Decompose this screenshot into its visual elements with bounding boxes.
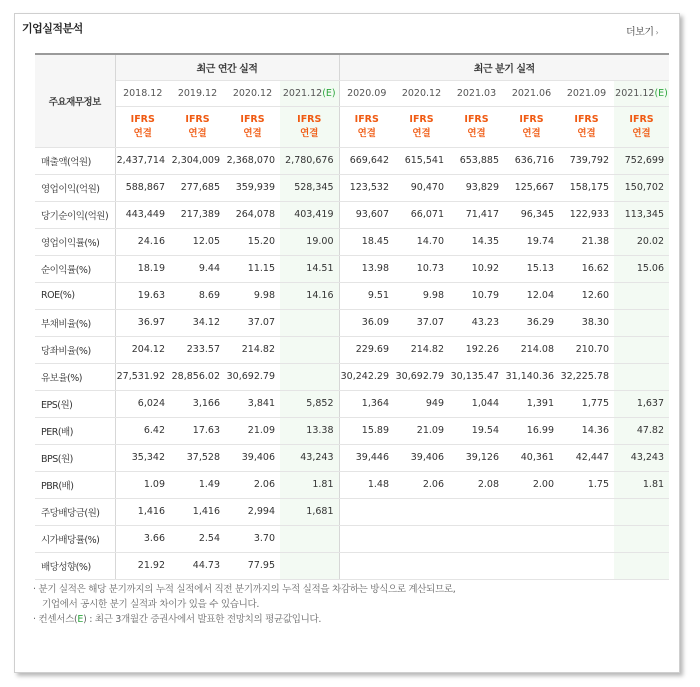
row-label: 순이익률(%) bbox=[35, 255, 115, 282]
table-cell: 1,416 bbox=[115, 498, 170, 525]
table-cell bbox=[280, 309, 339, 336]
ifrs-label: IFRS bbox=[240, 113, 265, 125]
table-cell: 32,225.78 bbox=[559, 363, 614, 390]
row-label: PER(배) bbox=[35, 417, 115, 444]
table-cell: 264,078 bbox=[225, 201, 280, 228]
table-cell: 123,532 bbox=[339, 174, 394, 201]
consolidated-label: 연결 bbox=[300, 127, 319, 139]
quarter-group-header: 최근 분기 실적 bbox=[339, 54, 669, 80]
table-cell: 77.95 bbox=[225, 552, 280, 579]
financial-table bbox=[35, 53, 669, 580]
table-cell bbox=[559, 498, 614, 525]
table-cell: 21.92 bbox=[115, 552, 170, 579]
table-cell: 125,667 bbox=[504, 174, 559, 201]
table-cell: 359,939 bbox=[225, 174, 280, 201]
period-label: 2021.09 bbox=[566, 87, 607, 99]
table-cell: 669,642 bbox=[339, 147, 394, 174]
ifrs-label: IFRS bbox=[409, 113, 434, 125]
ifrs-header bbox=[225, 106, 280, 147]
footnote-2-mark: E bbox=[77, 614, 84, 625]
ifrs-header bbox=[559, 106, 614, 147]
table-cell: 122,933 bbox=[559, 201, 614, 228]
table-cell: 20.02 bbox=[614, 228, 669, 255]
period-label: 2020.12 bbox=[401, 87, 442, 99]
table-cell: 1.09 bbox=[115, 471, 170, 498]
table-cell: 44.73 bbox=[170, 552, 225, 579]
table-cell: 14.70 bbox=[394, 228, 449, 255]
table-cell bbox=[339, 525, 394, 552]
footnote-1-cont-text: 기업에서 공시한 분기 실적과 차이가 있을 수 있습니다. bbox=[42, 599, 260, 610]
consolidated-label: 연결 bbox=[188, 127, 207, 139]
table-cell: 2.06 bbox=[394, 471, 449, 498]
table-cell: 113,345 bbox=[614, 201, 669, 228]
table-row bbox=[35, 174, 669, 201]
table-cell: 8.69 bbox=[170, 282, 225, 309]
table-cell: 12.60 bbox=[559, 282, 614, 309]
table-cell bbox=[449, 525, 504, 552]
table-cell: 2.06 bbox=[225, 471, 280, 498]
table-cell: 14.35 bbox=[449, 228, 504, 255]
ifrs-label: IFRS bbox=[130, 113, 155, 125]
table-cell: 35,342 bbox=[115, 444, 170, 471]
table-cell: 37,528 bbox=[170, 444, 225, 471]
ifrs-header bbox=[170, 106, 225, 147]
row-label: 유보율(%) bbox=[35, 363, 115, 390]
row-label: 영업이익률(%) bbox=[35, 228, 115, 255]
table-cell bbox=[394, 525, 449, 552]
ifrs-header bbox=[394, 106, 449, 147]
table-cell: 229.69 bbox=[339, 336, 394, 363]
table-row bbox=[35, 471, 669, 498]
table-cell: 42,447 bbox=[559, 444, 614, 471]
table-cell: 21.09 bbox=[394, 417, 449, 444]
table-cell bbox=[280, 363, 339, 390]
table-row bbox=[35, 309, 669, 336]
table-cell: 15.89 bbox=[339, 417, 394, 444]
table-cell: 19.54 bbox=[449, 417, 504, 444]
table-cell: 28,856.02 bbox=[170, 363, 225, 390]
footnote-2-suffix: ) : 최근 3개월간 증권사에서 발표한 전망치의 평균값입니다. bbox=[83, 614, 322, 625]
table-cell: 217,389 bbox=[170, 201, 225, 228]
ifrs-label: IFRS bbox=[464, 113, 489, 125]
table-cell: 31,140.36 bbox=[504, 363, 559, 390]
table-cell: 1,391 bbox=[504, 390, 559, 417]
period-label: 2020.12 bbox=[232, 87, 273, 99]
row-label: 배당성향(%) bbox=[35, 552, 115, 579]
table-cell: 1,637 bbox=[614, 390, 669, 417]
row-label: 부채비율(%) bbox=[35, 309, 115, 336]
table-cell: 43.23 bbox=[449, 309, 504, 336]
period-label: 2021.12 bbox=[282, 87, 323, 99]
table-cell: 1,416 bbox=[170, 498, 225, 525]
table-cell: 588,867 bbox=[115, 174, 170, 201]
table-cell: 43,243 bbox=[280, 444, 339, 471]
ifrs-label: IFRS bbox=[354, 113, 379, 125]
period-header bbox=[280, 80, 339, 106]
row-label: 당기순이익(억원) bbox=[35, 201, 115, 228]
table-cell: 277,685 bbox=[170, 174, 225, 201]
ifrs-label: IFRS bbox=[519, 113, 544, 125]
table-cell bbox=[280, 525, 339, 552]
period-header bbox=[394, 80, 449, 106]
period-header bbox=[559, 80, 614, 106]
table-cell: 18.45 bbox=[339, 228, 394, 255]
table-cell: 1,681 bbox=[280, 498, 339, 525]
table-cell: 9.44 bbox=[170, 255, 225, 282]
table-cell bbox=[394, 498, 449, 525]
table-cell: 21.09 bbox=[225, 417, 280, 444]
period-header bbox=[339, 80, 394, 106]
table-cell: 150,702 bbox=[614, 174, 669, 201]
more-link[interactable] bbox=[626, 23, 658, 38]
table-cell: 16.99 bbox=[504, 417, 559, 444]
row-header-label: 주요재무정보 bbox=[35, 54, 115, 147]
table-cell bbox=[339, 552, 394, 579]
table-cell: 3,841 bbox=[225, 390, 280, 417]
table-cell: 2.08 bbox=[449, 471, 504, 498]
table-row bbox=[35, 363, 669, 390]
consolidated-label: 연결 bbox=[632, 127, 651, 139]
table-cell: 71,417 bbox=[449, 201, 504, 228]
table-cell: 1.81 bbox=[614, 471, 669, 498]
table-cell bbox=[504, 498, 559, 525]
consolidated-label: 연결 bbox=[577, 127, 596, 139]
table-cell: 47.82 bbox=[614, 417, 669, 444]
table-cell: 1,775 bbox=[559, 390, 614, 417]
table-cell: 1.48 bbox=[339, 471, 394, 498]
table-cell bbox=[614, 525, 669, 552]
table-cell: 1,364 bbox=[339, 390, 394, 417]
table-cell: 12.04 bbox=[504, 282, 559, 309]
row-label: EPS(원) bbox=[35, 390, 115, 417]
table-cell: 17.63 bbox=[170, 417, 225, 444]
table-cell: 636,716 bbox=[504, 147, 559, 174]
table-cell: 34.12 bbox=[170, 309, 225, 336]
table-cell bbox=[504, 525, 559, 552]
table-cell: 15.13 bbox=[504, 255, 559, 282]
footnotes bbox=[33, 582, 663, 627]
table-cell: 10.79 bbox=[449, 282, 504, 309]
table-cell: 93,829 bbox=[449, 174, 504, 201]
period-header bbox=[115, 80, 170, 106]
ifrs-header bbox=[339, 106, 394, 147]
table-cell: 30,242.29 bbox=[339, 363, 394, 390]
table-cell: 93,607 bbox=[339, 201, 394, 228]
period-label: 2021.03 bbox=[456, 87, 497, 99]
table-cell: 96,345 bbox=[504, 201, 559, 228]
table-cell: 443,449 bbox=[115, 201, 170, 228]
table-cell: 210.70 bbox=[559, 336, 614, 363]
table-row bbox=[35, 525, 669, 552]
row-label: 당좌비율(%) bbox=[35, 336, 115, 363]
footnote-2: · 컨센서스(E) : 최근 3개월간 증권사에서 발표한 전망치의 평균값입니다. bbox=[33, 614, 322, 625]
ifrs-header bbox=[280, 106, 339, 147]
table-cell: 38.30 bbox=[559, 309, 614, 336]
table-cell: 214.82 bbox=[225, 336, 280, 363]
table-cell: 6,024 bbox=[115, 390, 170, 417]
table-cell: 2.54 bbox=[170, 525, 225, 552]
period-label: 2018.12 bbox=[123, 87, 163, 99]
table-row bbox=[35, 255, 669, 282]
more-link-label: 더보기 bbox=[626, 27, 654, 38]
financial-table-body bbox=[35, 147, 669, 579]
table-cell bbox=[504, 552, 559, 579]
table-cell: 36.09 bbox=[339, 309, 394, 336]
ifrs-header bbox=[449, 106, 504, 147]
consolidated-label: 연결 bbox=[357, 127, 376, 139]
table-cell: 10.73 bbox=[394, 255, 449, 282]
estimate-mark: (E) bbox=[654, 87, 668, 99]
footnote-2-prefix: 컨센서스( bbox=[38, 614, 78, 625]
table-cell: 18.19 bbox=[115, 255, 170, 282]
table-cell: 39,126 bbox=[449, 444, 504, 471]
table-cell: 27,531.92 bbox=[115, 363, 170, 390]
table-cell: 214.08 bbox=[504, 336, 559, 363]
table-cell bbox=[339, 498, 394, 525]
ifrs-label: IFRS bbox=[185, 113, 210, 125]
table-cell: 3.66 bbox=[115, 525, 170, 552]
table-cell bbox=[559, 525, 614, 552]
table-cell: 9.51 bbox=[339, 282, 394, 309]
footnote-1: · 분기 실적은 해당 분기까지의 누적 실적에서 직전 분기까지의 누적 실적을 차감하는 방식으로 계산되므로, bbox=[33, 584, 456, 595]
period-header bbox=[225, 80, 280, 106]
table-cell: 2,368,070 bbox=[225, 147, 280, 174]
chevron-right-icon: › bbox=[655, 28, 659, 37]
period-header bbox=[449, 80, 504, 106]
table-cell: 3.70 bbox=[225, 525, 280, 552]
table-cell bbox=[449, 498, 504, 525]
table-cell: 14.36 bbox=[559, 417, 614, 444]
table-cell: 6.42 bbox=[115, 417, 170, 444]
table-cell bbox=[449, 552, 504, 579]
table-cell: 14.16 bbox=[280, 282, 339, 309]
table-cell: 204.12 bbox=[115, 336, 170, 363]
consolidated-label: 연결 bbox=[243, 127, 262, 139]
table-cell: 11.15 bbox=[225, 255, 280, 282]
table-cell: 36.29 bbox=[504, 309, 559, 336]
table-cell: 233.57 bbox=[170, 336, 225, 363]
table-cell bbox=[394, 552, 449, 579]
ifrs-label: IFRS bbox=[629, 113, 654, 125]
consolidated-label: 연결 bbox=[522, 127, 541, 139]
ifrs-header bbox=[115, 106, 170, 147]
table-cell bbox=[614, 363, 669, 390]
period-header-row bbox=[35, 80, 669, 106]
table-cell: 949 bbox=[394, 390, 449, 417]
table-cell: 39,406 bbox=[394, 444, 449, 471]
ifrs-label: IFRS bbox=[297, 113, 322, 125]
table-cell: 13.98 bbox=[339, 255, 394, 282]
table-cell: 653,885 bbox=[449, 147, 504, 174]
table-cell: 403,419 bbox=[280, 201, 339, 228]
ifrs-label: IFRS bbox=[574, 113, 599, 125]
table-cell bbox=[280, 552, 339, 579]
table-cell: 2,994 bbox=[225, 498, 280, 525]
table-cell: 37.07 bbox=[394, 309, 449, 336]
table-row bbox=[35, 390, 669, 417]
table-cell: 2,780,676 bbox=[280, 147, 339, 174]
table-row bbox=[35, 336, 669, 363]
table-cell bbox=[614, 282, 669, 309]
row-label: 주당배당금(원) bbox=[35, 498, 115, 525]
period-label: 2019.12 bbox=[177, 87, 218, 99]
table-cell: 30,692.79 bbox=[394, 363, 449, 390]
footnote-1-text: 분기 실적은 해당 분기까지의 누적 실적에서 직전 분기까지의 누적 실적을 차감하는 방식으로 계산되므로, bbox=[38, 584, 456, 595]
table-cell: 21.38 bbox=[559, 228, 614, 255]
table-cell: 5,852 bbox=[280, 390, 339, 417]
table-cell: 752,699 bbox=[614, 147, 669, 174]
table-cell: 12.05 bbox=[170, 228, 225, 255]
period-label: 2020.09 bbox=[347, 87, 387, 99]
row-label: PBR(배) bbox=[35, 471, 115, 498]
table-cell: 16.62 bbox=[559, 255, 614, 282]
table-cell: 39,446 bbox=[339, 444, 394, 471]
period-label: 2021.06 bbox=[511, 87, 552, 99]
table-cell: 1.81 bbox=[280, 471, 339, 498]
period-header bbox=[504, 80, 559, 106]
table-cell bbox=[559, 552, 614, 579]
table-cell: 19.00 bbox=[280, 228, 339, 255]
row-label: 시가배당률(%) bbox=[35, 525, 115, 552]
footnote-1-cont bbox=[33, 597, 663, 612]
row-label: BPS(원) bbox=[35, 444, 115, 471]
table-row bbox=[35, 282, 669, 309]
period-header bbox=[614, 80, 669, 106]
table-cell: 39,406 bbox=[225, 444, 280, 471]
table-cell: 9.98 bbox=[225, 282, 280, 309]
table-row bbox=[35, 444, 669, 471]
table-cell: 30,692.79 bbox=[225, 363, 280, 390]
table-cell: 36.97 bbox=[115, 309, 170, 336]
table-cell: 24.16 bbox=[115, 228, 170, 255]
table-row bbox=[35, 228, 669, 255]
table-cell: 2.00 bbox=[504, 471, 559, 498]
table-row bbox=[35, 417, 669, 444]
period-header bbox=[170, 80, 225, 106]
table-row bbox=[35, 147, 669, 174]
table-row bbox=[35, 552, 669, 579]
table-cell: 40,361 bbox=[504, 444, 559, 471]
table-cell: 2,437,714 bbox=[115, 147, 170, 174]
table-cell: 15.20 bbox=[225, 228, 280, 255]
table-cell: 615,541 bbox=[394, 147, 449, 174]
ifrs-header-row bbox=[35, 106, 669, 147]
table-cell: 14.51 bbox=[280, 255, 339, 282]
table-cell: 2,304,009 bbox=[170, 147, 225, 174]
table-cell: 739,792 bbox=[559, 147, 614, 174]
table-cell: 158,175 bbox=[559, 174, 614, 201]
annual-group-header: 최근 연간 실적 bbox=[115, 54, 339, 80]
table-row bbox=[35, 498, 669, 525]
consolidated-label: 연결 bbox=[467, 127, 486, 139]
table-cell: 528,345 bbox=[280, 174, 339, 201]
table-cell: 30,135.47 bbox=[449, 363, 504, 390]
table-cell: 66,071 bbox=[394, 201, 449, 228]
table-cell: 9.98 bbox=[394, 282, 449, 309]
table-cell: 37.07 bbox=[225, 309, 280, 336]
ifrs-header bbox=[614, 106, 669, 147]
estimate-mark: (E) bbox=[322, 87, 336, 99]
period-label: 2021.12 bbox=[615, 87, 655, 99]
table-cell: 192.26 bbox=[449, 336, 504, 363]
section-title: 기업실적분석 bbox=[22, 22, 83, 35]
row-label: 영업이익(억원) bbox=[35, 174, 115, 201]
table-cell: 1.49 bbox=[170, 471, 225, 498]
consolidated-label: 연결 bbox=[133, 127, 152, 139]
ifrs-header bbox=[504, 106, 559, 147]
table-cell: 13.38 bbox=[280, 417, 339, 444]
table-cell: 19.74 bbox=[504, 228, 559, 255]
table-cell: 10.92 bbox=[449, 255, 504, 282]
row-label: ROE(%) bbox=[35, 282, 115, 309]
table-cell: 43,243 bbox=[614, 444, 669, 471]
table-cell: 214.82 bbox=[394, 336, 449, 363]
table-cell: 90,470 bbox=[394, 174, 449, 201]
table-row bbox=[35, 201, 669, 228]
table-cell bbox=[614, 498, 669, 525]
table-cell: 15.06 bbox=[614, 255, 669, 282]
table-cell bbox=[614, 309, 669, 336]
table-cell bbox=[614, 336, 669, 363]
table-cell: 1.75 bbox=[559, 471, 614, 498]
table-cell bbox=[614, 552, 669, 579]
row-label: 매출액(억원) bbox=[35, 147, 115, 174]
table-cell bbox=[280, 336, 339, 363]
table-cell: 19.63 bbox=[115, 282, 170, 309]
table-cell: 1,044 bbox=[449, 390, 504, 417]
table-cell: 3,166 bbox=[170, 390, 225, 417]
consolidated-label: 연결 bbox=[412, 127, 431, 139]
